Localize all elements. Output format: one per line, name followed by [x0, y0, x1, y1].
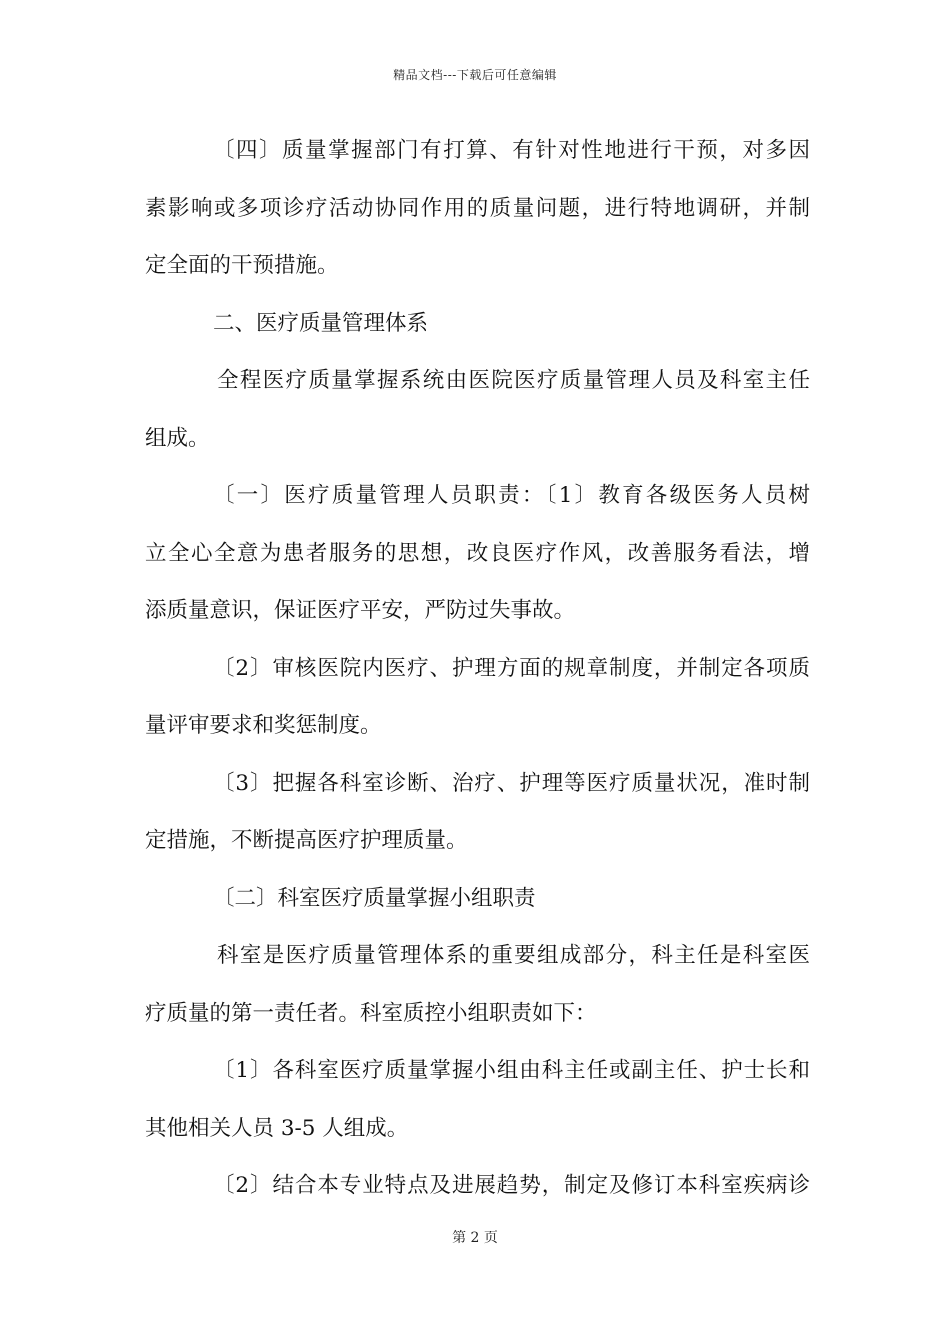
paragraph-line: 组成。: [145, 425, 210, 451]
section-heading: 〔二〕科室医疗质量掌握小组职责: [213, 885, 536, 911]
page-number: 第 2 页: [452, 1230, 498, 1246]
paragraph-line: 科室是医疗质量管理体系的重要组成部分，科主任是科室医: [217, 943, 810, 968]
paragraph-line: 素影响或多项诊疗活动协同作用的质量问题，进行特地调研，并制: [145, 195, 810, 221]
paragraph-line: 〔3〕把握各科室诊断、治疗、护理等医疗质量状况，准时制: [213, 770, 810, 796]
paragraph-line: 其他相关人员 3-5 人组成。: [145, 1115, 409, 1141]
paragraph-line: 〔1〕各科室医疗质量掌握小组由科主任或副主任、护士长和: [213, 1058, 810, 1083]
paragraph-line: 量评审要求和奖惩制度。: [145, 713, 382, 738]
paragraph-line: 〔四〕质量掌握部门有打算、有针对性地进行干预，对多因: [213, 138, 810, 163]
paragraph-line: 添质量意识，保证医疗平安，严防过失事故。: [145, 598, 576, 623]
paragraph-line: 〔一〕医疗质量管理人员职责：〔1〕教育各级医务人员树: [213, 483, 810, 508]
section-heading: 二、医疗质量管理体系: [213, 310, 429, 336]
paragraph-line: 定措施，不断提高医疗护理质量。: [145, 828, 468, 853]
paragraph-line: 全程医疗质量掌握系统由医院医疗质量管理人员及科室主任: [217, 368, 810, 393]
paragraph-line: 〔2〕结合本专业特点及进展趋势，制定及修订本科室疾病诊: [213, 1173, 810, 1198]
document-body: [145, 131, 810, 1224]
paragraph-line: 疗质量的第一责任者。科室质控小组职责如下：: [145, 1000, 597, 1026]
paragraph-line: 〔2〕审核医院内医疗、护理方面的规章制度，并制定各项质: [213, 655, 810, 681]
paragraph-line: 定全面的干预措施。: [145, 253, 339, 278]
paragraph-line: 立全心全意为患者服务的思想，改良医疗作风，改善服务看法，增: [145, 540, 810, 566]
page-header: 精品文档---下载后可任意编辑: [393, 68, 557, 82]
